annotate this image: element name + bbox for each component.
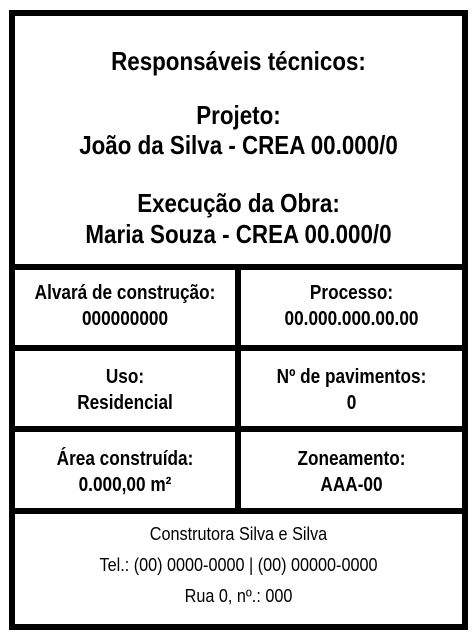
zoneamento-label: Zoneamento:	[297, 448, 406, 470]
zoneamento-cell	[241, 446, 462, 498]
alvara-label: Alvará de construção:	[34, 282, 216, 304]
processo-cell	[241, 280, 462, 332]
pavimentos-label: Nº de pavimentos:	[276, 366, 427, 388]
alvara-cell	[15, 280, 235, 332]
projeto-label: Projeto:	[196, 100, 281, 130]
company-name: Construtora Silva e Silva	[149, 524, 328, 544]
execucao-value: Maria Souza - CREA 00.000/0	[85, 219, 392, 249]
execucao-label: Execução da Obra:	[137, 188, 340, 218]
area-label: Área construída:	[56, 448, 194, 470]
uso-cell	[15, 364, 235, 416]
company-address: Rua 0, nº.: 000	[184, 586, 293, 606]
uso-value: Residencial	[77, 392, 173, 414]
technical-responsibles-section	[15, 16, 462, 264]
zoneamento-value: AAA-00	[320, 474, 383, 496]
company-phone: Tel.: (00) 0000-0000 | (00) 00000-0000	[99, 555, 378, 575]
pavimentos-value: 0	[346, 392, 357, 414]
construction-sign	[9, 10, 468, 630]
pavimentos-cell	[241, 364, 462, 416]
processo-label: Processo:	[309, 282, 394, 304]
projeto-value: João da Silva - CREA 00.000/0	[79, 130, 398, 160]
company-footer	[15, 514, 462, 624]
area-value: 0.000,00 m²	[78, 474, 172, 496]
processo-value: 00.000.000.00.00	[284, 308, 419, 330]
section-title: Responsáveis técnicos:	[111, 46, 366, 76]
uso-label: Uso:	[105, 366, 145, 388]
area-cell	[15, 446, 235, 498]
alvara-value: 000000000	[81, 308, 169, 330]
